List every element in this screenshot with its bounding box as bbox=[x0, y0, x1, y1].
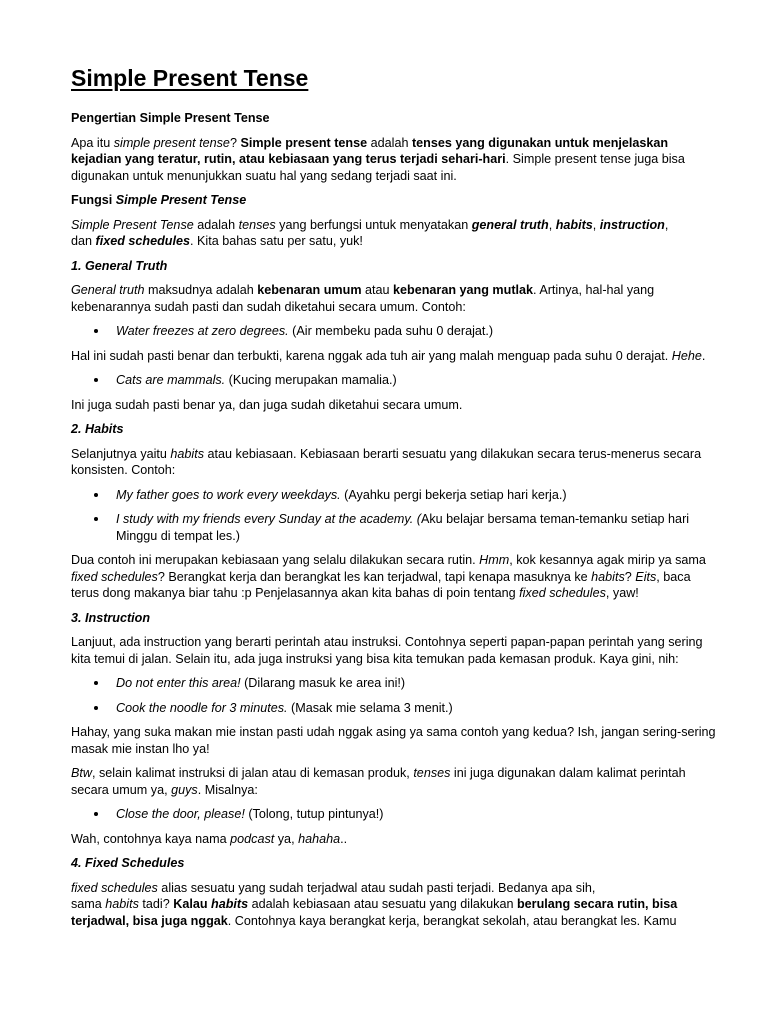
example-list bbox=[71, 675, 720, 716]
paragraph-fixed-schedules: fixed schedules alias sesuatu yang sudah terjadwal atau sudah pasti terjadi. Bedanya apa sih, sama habits tadi? Kalau habits adalah kebiasaan atau sesuatu yang dilakukan berulang secara rutin, bisa terjadwal, bisa juga nggak. Contohnya kaya berangkat kerja, berangkat sekolah, atau berangkat les. Kamu bbox=[71, 880, 678, 928]
paragraph-habits: Selanjutnya yaitu habits atau kebiasaan. Kebiasaan berarti sesuatu yang dilakukan secara terus-menerus secara konsisten. Contoh: bbox=[71, 446, 702, 477]
paragraph: Ini juga sudah pasti benar ya, dan juga sudah diketahui secara umum. bbox=[71, 397, 463, 412]
paragraph: Wah, contohnya kaya nama podcast ya, hahaha.. bbox=[71, 831, 348, 846]
list-item: Close the door, please! (Tolong, tutup pintunya!) bbox=[116, 806, 720, 823]
heading-general-truth: 1. General Truth bbox=[71, 258, 168, 273]
paragraph: Hahay, yang suka makan mie instan pasti udah nggak asing ya sama contoh yang kedua? Ish, jangan sering-sering masak mie instan lho ya! bbox=[71, 725, 716, 756]
paragraph-definition: Apa itu simple present tense? Simple present tense adalah tenses yang digunakan untuk menjelaskan kejadian yang teratur, rutin, atau kebiasaan yang terus terjadi sehari-hari. Simple present tense juga bisa digunakan untuk menunjukkan suatu hal yang sedang terjadi saat ini. bbox=[71, 135, 685, 183]
list-item: My father goes to work every weekdays. (Ayahku pergi bekerja setiap hari kerja.) bbox=[116, 487, 720, 504]
paragraph: Dua contoh ini merupakan kebiasaan yang selalu dilakukan secara rutin. Hmm, kok kesannya agak mirip ya sama fixed schedules? Berangkat kerja dan berangkat les kan terjadwal, tapi kenapa masuknya ke habits? Eits, baca terus dong makanya biar tahu :p Penjelasannya akan kita bahas di poin tentang fixed schedules, yaw! bbox=[71, 553, 706, 600]
paragraph: Btw, selain kalimat instruksi di jalan atau di kemasan produk, tenses ini juga digunakan dalam kalimat perintah secara umum ya, guys. Misalnya: bbox=[71, 766, 686, 797]
list-item: Cook the noodle for 3 minutes. (Masak mie selama 3 menit.) bbox=[116, 700, 720, 717]
paragraph: Hal ini sudah pasti benar dan terbukti, karena nggak ada tuh air yang malah menguap pada suhu 0 derajat. Hehe. bbox=[71, 348, 706, 363]
heading-pengertian: Pengertian Simple Present Tense bbox=[71, 111, 270, 125]
list-item: Do not enter this area! (Dilarang masuk ke area ini!) bbox=[116, 675, 720, 692]
example-list bbox=[71, 372, 720, 389]
heading-habits: 2. Habits bbox=[71, 422, 124, 436]
list-item: Cats are mammals. (Kucing merupakan mamalia.) bbox=[116, 372, 720, 389]
heading-fungsi: Fungsi Simple Present Tense bbox=[71, 193, 247, 207]
heading-fixed-schedules: 4. Fixed Schedules bbox=[71, 856, 185, 870]
paragraph-instruction: Lanjuut, ada instruction yang berarti perintah atau instruksi. Contohnya seperti papan-papan perintah yang sering kita temui di jalan. Selain itu, ada juga instruksi yang bisa kita temukan pada kemasan produk. Kaya gini, nih: bbox=[71, 635, 703, 666]
heading-instruction: 3. Instruction bbox=[71, 610, 151, 625]
list-item: I study with my friends every Sunday at the academy. (Aku belajar bersama teman-temanku setiap hari Minggu di tempat les.) bbox=[116, 511, 720, 544]
list-item: Water freezes at zero degrees. (Air membeku pada suhu 0 derajat.) bbox=[116, 323, 720, 340]
paragraph-general-truth: General truth maksudnya adalah kebenaran umum atau kebenaran yang mutlak. Artinya, hal-hal yang kebenarannya sudah pasti dan sudah diketahui secara umum. Contoh: bbox=[71, 283, 655, 314]
page-title: Simple Present Tense bbox=[71, 65, 309, 91]
example-list bbox=[71, 323, 720, 340]
example-list bbox=[71, 487, 720, 545]
paragraph-fungsi: Simple Present Tense adalah tenses yang berfungsi untuk menyatakan general truth, habits, instruction, dan fixed schedules. Kita bahas satu per satu, yuk! bbox=[71, 217, 669, 248]
example-list bbox=[71, 806, 720, 823]
